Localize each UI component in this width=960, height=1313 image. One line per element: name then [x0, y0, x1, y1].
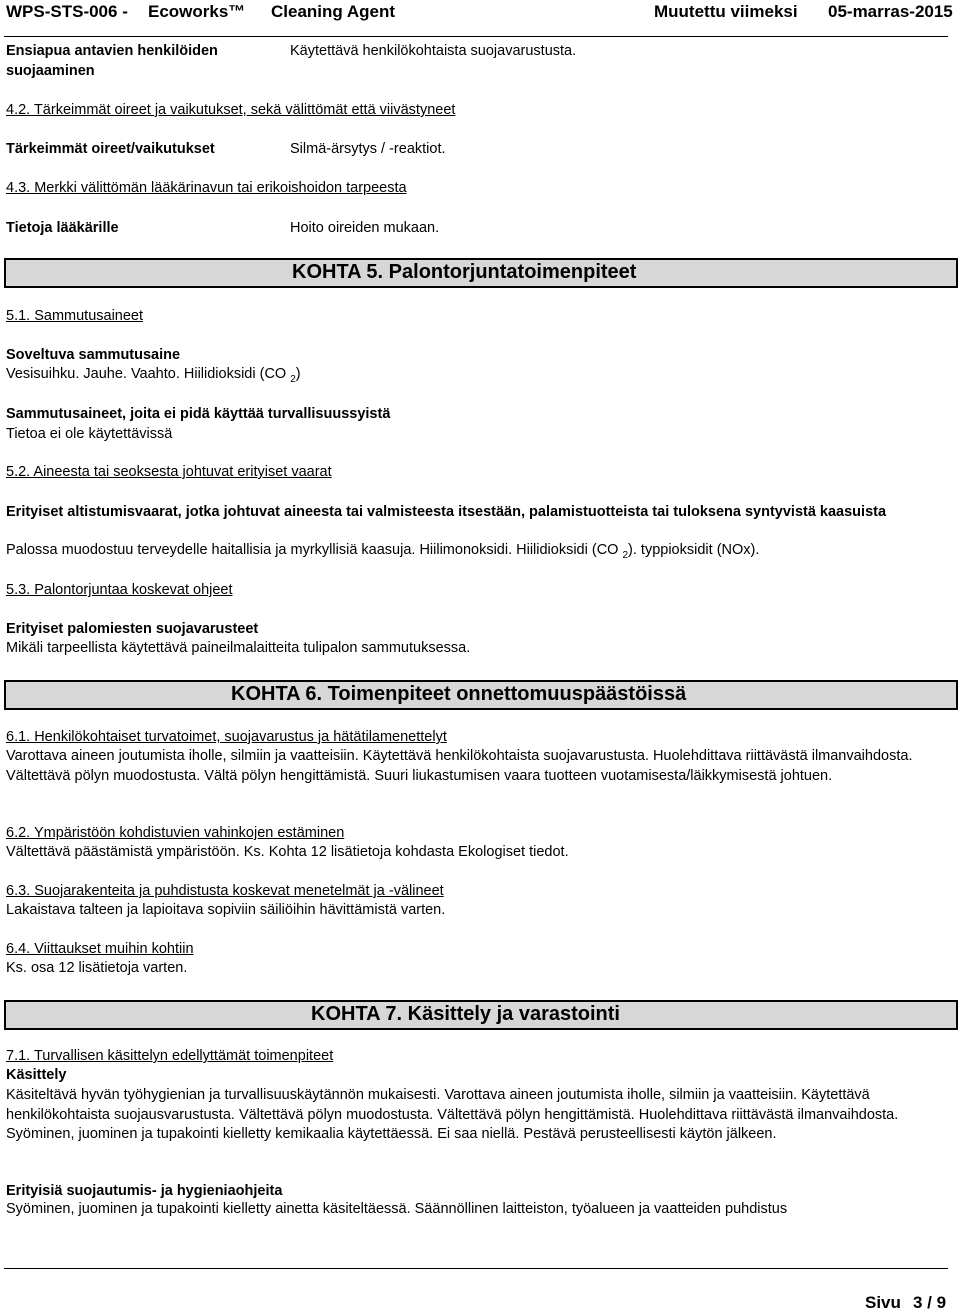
suitable-media-sub: 2: [290, 373, 296, 385]
hygiene-label: Erityisiä suojautumis- ja hygieniaohjeita: [6, 1183, 283, 1199]
handling-text: Käsiteltävä hyvän työhygienian ja turvallisuuskäytännön mukaisesti. Varottava aineen joutumista iholle, silmiin ja vaatteisiin. Käytettävä henkilökohtaista suojausvarustusta. Vältettävä pölyn muodostusta. Vältettävä pölyn hengittämistä. Huolehdittava riittävästä ilmanvaihdosta. Syöminen, juominen ja tupakointi kielletty kemikaalia käytettäessä. Ei saa niellä. Pestävä perusteellisesti käytön jälkeen.: [6, 1087, 899, 1142]
first-aid-label-2: suojaaminen: [6, 63, 95, 79]
footer-page-label: Sivu: [865, 1293, 901, 1312]
s4-2-heading: 4.2. Tärkeimmät oireet ja vaikutukset, sekä välittömät että viivästyneet: [6, 102, 456, 118]
header-revised-label: Muutettu viimeksi: [654, 2, 798, 21]
section7-title: KOHTA 7. Käsittely ja varastointi: [311, 1003, 620, 1025]
section5-banner: [4, 258, 958, 288]
suitable-media-close: ): [295, 366, 301, 382]
hazards-text-end: ). typpioksidit (NOx).: [628, 542, 760, 558]
footer-page-number: 3 / 9: [913, 1293, 947, 1312]
first-aid-label-1: Ensiapua antavien henkilöiden: [6, 43, 218, 59]
s6-3-heading: 6.3. Suojarakenteita ja puhdistusta koskevat menetelmät ja -välineet: [6, 883, 444, 899]
s5-3-heading: 5.3. Palontorjuntaa koskevat ohjeet: [6, 582, 233, 598]
hygiene-text: Syöminen, juominen ja tupakointi kielletty ainetta käsiteltäessä. Säännöllinen laitteiston, työalueen ja vaatteiden puhdistus: [6, 1201, 788, 1217]
header-revised-date: 05-marras-2015: [828, 2, 953, 21]
s6-3-text: Lakaistava talteen ja lapioitava sopiviin säiliöihin hävittämistä varten.: [6, 902, 446, 918]
s4-2-value: Silmä-ärsytys / -reaktiot.: [290, 141, 446, 157]
section6-banner: [4, 680, 958, 710]
ppe-value: Mikäli tarpeellista käytettävä paineilmalaitteita tulipalon sammutuksessa.: [6, 640, 471, 656]
section7-banner: [4, 1000, 958, 1030]
suitable-media-text: Vesisuihku. Jauhe. Vaahto. Hiilidioksidi (CO: [6, 366, 291, 382]
header-product: Ecoworks™: [148, 2, 246, 21]
hazards-sub: 2: [622, 549, 629, 561]
first-aid-value: Käytettävä henkilökohtaista suojavarustusta.: [290, 43, 577, 59]
s4-3-label: Tietoja lääkärille: [6, 220, 119, 236]
hazards-text: Palossa muodostuu terveydelle haitallisia ja myrkyllisiä kaasuja. Hiilimonoksidi. Hiilidioksidi (CO: [6, 542, 623, 558]
unsuitable-media-value: Tietoa ei ole käytettävissä: [6, 426, 173, 442]
header-doc-id: WPS-STS-006 -: [6, 2, 128, 21]
header-rule: [4, 36, 948, 37]
s6-2-text: Vältettävä päästämistä ympäristöön. Ks. Kohta 12 lisätietoja kohdasta Ekologiset tiedot.: [6, 844, 569, 860]
suitable-media-value: [6, 366, 301, 385]
s6-4-heading: 6.4. Viittaukset muihin kohtiin: [6, 941, 194, 957]
header-product-type: Cleaning Agent: [271, 2, 396, 21]
s6-2-heading: 6.2. Ympäristöön kohdistuvien vahinkojen estäminen: [6, 825, 345, 841]
handling-label: Käsittely: [6, 1067, 67, 1083]
s5-1-heading: 5.1. Sammutusaineet: [6, 308, 144, 324]
unsuitable-media-label: Sammutusaineet, joita ei pidä käyttää turvallisuussyistä: [6, 406, 391, 422]
ppe-label: Erityiset palomiesten suojavarusteet: [6, 621, 259, 637]
s7-1-heading: 7.1. Turvallisen käsittelyn edellyttämät toimenpiteet: [6, 1048, 334, 1064]
s6-1-heading: 6.1. Henkilökohtaiset turvatoimet, suojavarustus ja hätätilamenettelyt: [6, 729, 447, 745]
section6-title: KOHTA 6. Toimenpiteet onnettomuuspäästöissä: [231, 683, 687, 705]
s6-1-text: Varottava aineen joutumista iholle, silmiin ja vaatteisiin. Käytettävä henkilökohtaista suojavarustusta. Huolehdittava riittävästä ilmanvaihdosta. Vältettävä pölyn muodostusta. Vältä pölyn hengittämistä. Suuri liukastumisen vaara tuotteen vuotamisesta/läikkymisestä johtuen.: [6, 748, 913, 784]
s4-2-label: Tärkeimmät oireet/vaikutukset: [6, 141, 215, 157]
section5-title: KOHTA 5. Palontorjuntatoimenpiteet: [292, 261, 637, 283]
suitable-media-label: Soveltuva sammutusaine: [6, 347, 181, 363]
s4-3-value: Hoito oireiden mukaan.: [290, 220, 440, 236]
s6-4-text: Ks. osa 12 lisätietoja varten.: [6, 960, 188, 976]
s4-3-heading: 4.3. Merkki välittömän lääkärinavun tai erikoishoidon tarpeesta: [6, 180, 407, 196]
hazards-label: Erityiset altistumisvaarat, jotka johtuvat aineesta tai valmisteesta itsestään, palamistuotteista tai tuloksena syntyvistä kaasuista: [6, 504, 887, 520]
footer-rule: [4, 1268, 948, 1269]
s5-2-heading: 5.2. Aineesta tai seoksesta johtuvat erityiset vaarat: [6, 464, 332, 480]
hazards-value: [6, 542, 759, 561]
